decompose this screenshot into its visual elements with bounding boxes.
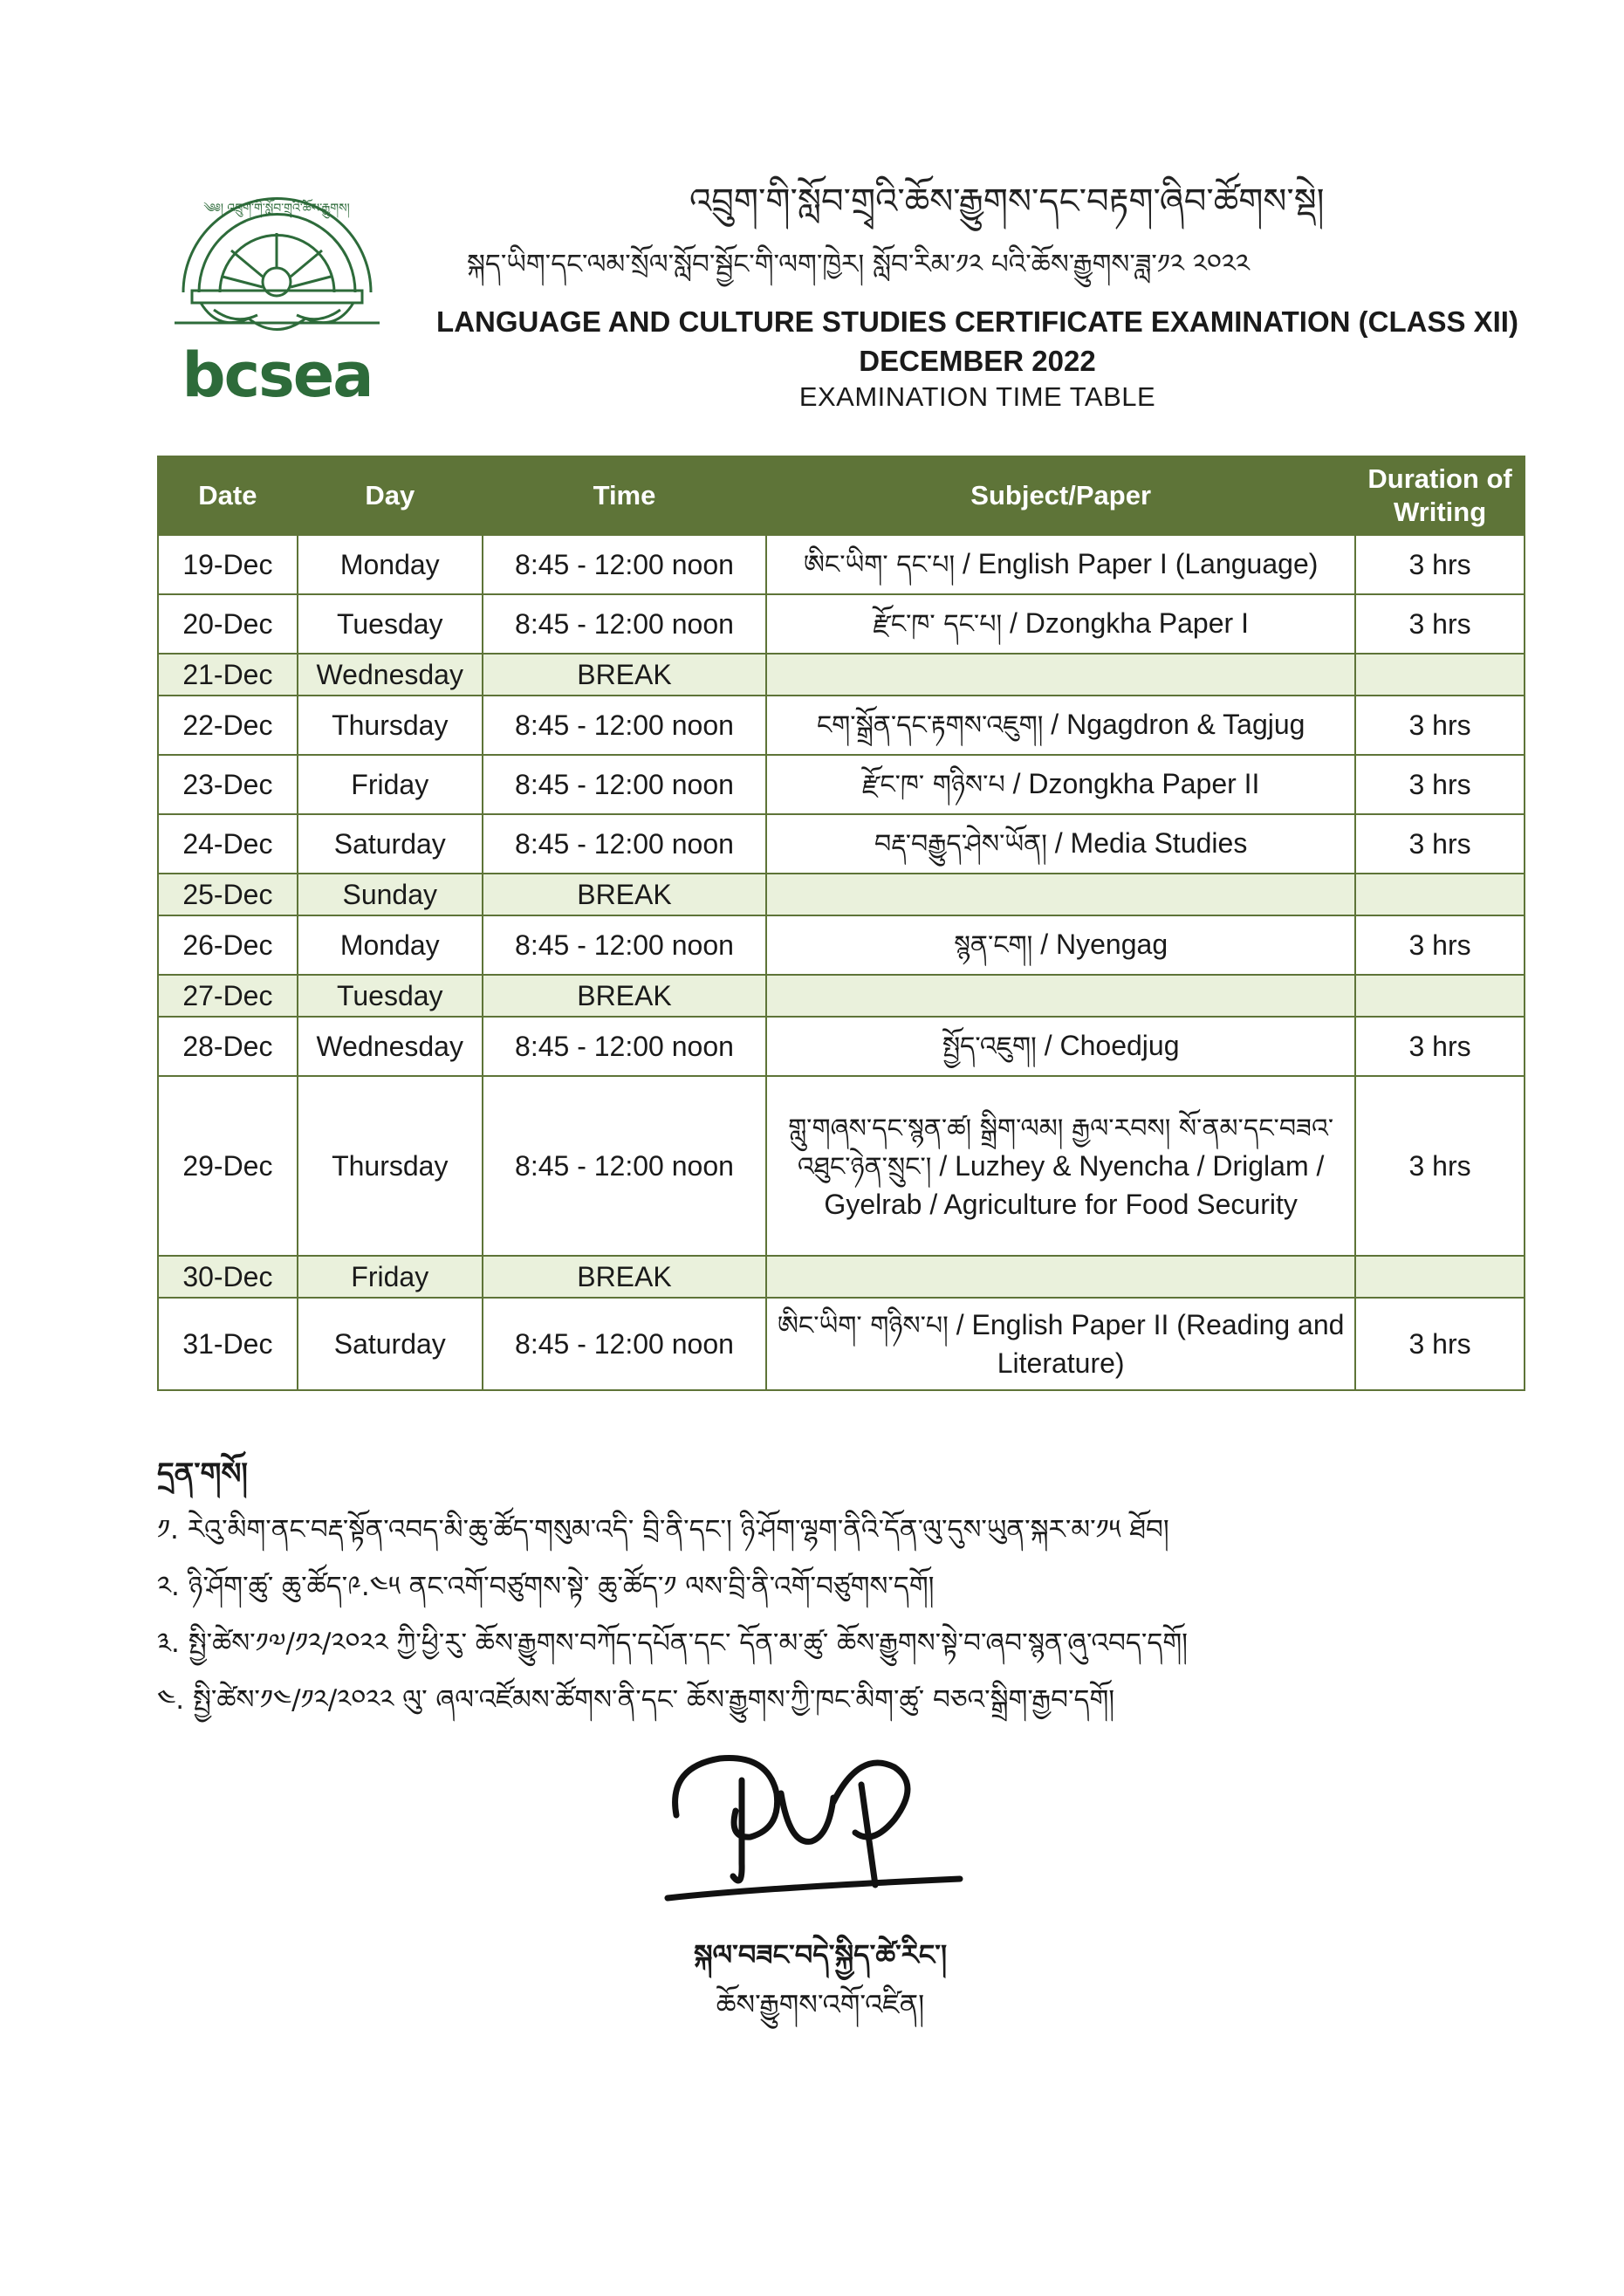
date-cell: 26-Dec <box>158 915 298 975</box>
duration-cell: 3 hrs <box>1355 1076 1525 1256</box>
subject-cell <box>766 654 1355 696</box>
exam-row <box>158 594 1525 654</box>
subject-english: Nyengag <box>1056 929 1168 960</box>
subject-english: Luzhey & Nyencha / Driglam / Gyelrab / Agriculture for Food Security <box>824 1150 1325 1220</box>
day-cell: Thursday <box>298 1076 483 1256</box>
subject-cell <box>766 1076 1355 1256</box>
date-cell: 23-Dec <box>158 755 298 814</box>
break-row <box>158 1256 1525 1298</box>
note-item: ༤. སྤྱི་ཚེས་༡༤/༡༢/༢༠༢༢ ལུ་ ཞལ་འཛོམས་ཚོགས་ནི་དང་ ཆོས་རྒྱུགས་ཀྱི་ཁང་མིག་ཚུ་ བཅའ་སྒྲིག་རྒྱབ་དགོ། <box>157 1684 1115 1716</box>
time-cell: 8:45 - 12:00 noon <box>483 1017 767 1076</box>
day-cell: Sunday <box>298 874 483 915</box>
separator: / <box>1036 1030 1060 1061</box>
subject-tibetan: རྫོང་ཁ་ གཉིས་པ <box>861 770 1005 800</box>
day-cell: Thursday <box>298 696 483 755</box>
duration-cell: 3 hrs <box>1355 915 1525 975</box>
time-cell: 8:45 - 12:00 noon <box>483 696 767 755</box>
date-cell: 29-Dec <box>158 1076 298 1256</box>
separator: / <box>948 1309 972 1340</box>
duration-cell: 3 hrs <box>1355 755 1525 814</box>
time-cell: 8:45 - 12:00 noon <box>483 814 767 874</box>
subject-tibetan: གླུ་གཞས་དང་སྙན་ཚ། སྒྲིག་ལམ། རྒྱལ་རབས། སོ་ནམ་དང་བཟའ་འཐུང་ཉེན་སྲུང་། <box>788 1114 1334 1182</box>
col-subject: Subject/Paper <box>766 456 1355 535</box>
day-cell: Saturday <box>298 814 483 874</box>
duration-cell <box>1355 1256 1525 1298</box>
subject-cell <box>766 1298 1355 1390</box>
duration-cell: 3 hrs <box>1355 535 1525 594</box>
logo-wordmark: bcsea <box>182 339 373 411</box>
subject-english: Ngagdron & Tagjug <box>1066 709 1305 740</box>
subject-cell <box>766 594 1355 654</box>
exam-row <box>158 1017 1525 1076</box>
subject-tibetan: ཨིང་ཡིག་ དང་པ། <box>803 550 956 580</box>
signatory-name: སྐལ་བཟང་བདེ་སྐྱིད་ཚེ་རིང་། <box>693 1938 948 1971</box>
col-date: Date <box>158 456 298 535</box>
notes-heading: དྲན་གསོ། <box>157 1456 248 1491</box>
subject-tibetan: ཨིང་ཡིག་ གཉིས་པ། <box>777 1311 949 1341</box>
separator: / <box>1043 709 1067 740</box>
tibetan-org-title: འབྲུག་གི་སློབ་གྲྭའི་ཆོས་རྒྱུགས་དང་བརྟག་ཞིབ་ཚོགས་སྡེ། <box>689 182 1325 222</box>
dharma-wheel-icon <box>166 179 388 353</box>
day-cell: Tuesday <box>298 594 483 654</box>
subject-tibetan: སྤྱོད་འཇུག། <box>942 1031 1037 1062</box>
time-cell: BREAK <box>483 874 767 915</box>
duration-cell: 3 hrs <box>1355 594 1525 654</box>
day-cell: Wednesday <box>298 654 483 696</box>
separator: / <box>1004 768 1029 799</box>
exam-timetable <box>157 456 1525 1391</box>
subject-tibetan: སྙན་ངག། <box>954 930 1033 961</box>
duration-cell: 3 hrs <box>1355 696 1525 755</box>
date-cell: 25-Dec <box>158 874 298 915</box>
separator: / <box>931 1150 956 1182</box>
subject-english: Dzongkha Paper I <box>1024 607 1249 639</box>
subject-cell <box>766 755 1355 814</box>
date-cell: 19-Dec <box>158 535 298 594</box>
exam-row <box>158 755 1525 814</box>
exam-title: LANGUAGE AND CULTURE STUDIES CERTIFICATE EXAMINATION (CLASS XII) <box>436 305 1518 338</box>
break-row <box>158 975 1525 1017</box>
table-header-row <box>158 456 1525 535</box>
separator: / <box>1002 607 1025 639</box>
col-day: Day <box>298 456 483 535</box>
time-cell: BREAK <box>483 975 767 1017</box>
day-cell: Monday <box>298 915 483 975</box>
subject-cell <box>766 975 1355 1017</box>
time-cell: 8:45 - 12:00 noon <box>483 1076 767 1256</box>
subject-cell <box>766 874 1355 915</box>
date-cell: 24-Dec <box>158 814 298 874</box>
time-cell: 8:45 - 12:00 noon <box>483 755 767 814</box>
time-cell: 8:45 - 12:00 noon <box>483 915 767 975</box>
duration-cell <box>1355 975 1525 1017</box>
subject-english: Media Studies <box>1070 827 1248 859</box>
time-cell: BREAK <box>483 1256 767 1298</box>
time-cell: 8:45 - 12:00 noon <box>483 1298 767 1390</box>
exam-row <box>158 915 1525 975</box>
col-time: Time <box>483 456 767 535</box>
subject-cell <box>766 915 1355 975</box>
note-item: ༢. ཉི་ཤོག་ཚུ་ ཆུ་ཚོད་༩.༤༥ ནང་འགོ་བཙུགས་སྟེ་ ཆུ་ཚོད་༡ ལས་བྲི་ནི་འགོ་བཙུགས་དགོ། <box>157 1571 935 1602</box>
subject-tibetan: ངག་སྒྲོན་དང་རྟགས་འཇུག། <box>816 710 1044 741</box>
day-cell: Wednesday <box>298 1017 483 1076</box>
logo-ring-text: ༄༅། འབྲུག་གི་སློབ་གྲྭའི་ཆོས་རྒྱུགས། <box>203 202 350 216</box>
table-body <box>158 535 1525 1390</box>
subject-english: English Paper II (Reading and Literature) <box>971 1309 1345 1379</box>
break-row <box>158 874 1525 915</box>
exam-month: DECEMBER 2022 <box>859 345 1096 377</box>
time-cell: BREAK <box>483 654 767 696</box>
subject-cell <box>766 814 1355 874</box>
timetable-label: EXAMINATION TIME TABLE <box>798 381 1156 412</box>
signature <box>659 1732 969 1916</box>
subject-cell <box>766 535 1355 594</box>
duration-cell: 3 hrs <box>1355 1017 1525 1076</box>
exam-row <box>158 1298 1525 1390</box>
signatory-title: ཆོས་རྒྱུགས་འགོ་འཛིན། <box>716 1988 925 2021</box>
day-cell: Monday <box>298 535 483 594</box>
day-cell: Friday <box>298 1256 483 1298</box>
separator: / <box>1032 929 1057 960</box>
subject-cell <box>766 696 1355 755</box>
separator: / <box>1046 827 1071 859</box>
day-cell: Tuesday <box>298 975 483 1017</box>
date-cell: 22-Dec <box>158 696 298 755</box>
duration-cell <box>1355 654 1525 696</box>
col-duration: Duration of Writing <box>1355 456 1525 535</box>
date-cell: 27-Dec <box>158 975 298 1017</box>
date-cell: 31-Dec <box>158 1298 298 1390</box>
date-cell: 30-Dec <box>158 1256 298 1298</box>
subject-tibetan: བརྡ་བརྒྱུད་ཤེས་ཡོན། <box>874 829 1047 860</box>
note-item: ༡. རེའུ་མིག་ནང་བརྡ་སྟོན་འབད་མི་ཆུ་ཚོད་གསུམ་འདི་ བྲི་ནི་དང་། ཉི་ཤོག་ལྷག་ནིའི་དོན་ལུ་དུས་ཡུན་སྐར་མ་༡༥ ཐོབ། <box>157 1514 1169 1546</box>
subject-cell <box>766 1017 1355 1076</box>
time-cell: 8:45 - 12:00 noon <box>483 535 767 594</box>
subject-english: Choedjug <box>1059 1030 1180 1061</box>
separator: / <box>955 548 978 579</box>
note-item: ༣. སྤྱི་ཚེས་༡༧/༡༢/༢༠༢༢ ཀྱི་ཕྱི་རུ་ ཆོས་རྒྱུགས་བཀོད་དཔོན་དང་ དོན་མ་ཚུ་ ཆོས་རྒྱུགས་སྟེ་བ་ཞབ་སྙན་ཞུ་འབད་དགོ། <box>157 1628 1189 1659</box>
subject-english: Dzongkha Paper II <box>1028 768 1260 799</box>
subject-english: English Paper I (Language) <box>977 548 1319 579</box>
duration-cell: 3 hrs <box>1355 814 1525 874</box>
day-cell: Saturday <box>298 1298 483 1390</box>
exam-row <box>158 696 1525 755</box>
duration-cell <box>1355 874 1525 915</box>
date-cell: 20-Dec <box>158 594 298 654</box>
exam-row <box>158 814 1525 874</box>
subject-tibetan: རྫོང་ཁ་ དང་པ། <box>873 609 1003 640</box>
subject-cell <box>766 1256 1355 1298</box>
time-cell: 8:45 - 12:00 noon <box>483 594 767 654</box>
duration-cell: 3 hrs <box>1355 1298 1525 1390</box>
exam-row <box>158 535 1525 594</box>
bcsea-logo <box>166 179 388 411</box>
day-cell: Friday <box>298 755 483 814</box>
exam-row <box>158 1076 1525 1256</box>
date-cell: 28-Dec <box>158 1017 298 1076</box>
break-row <box>158 654 1525 696</box>
tibetan-exam-title: སྐད་ཡིག་དང་ལམ་སྲོལ་སློབ་སྦྱོང་གི་ལག་ཁྱེར། སློབ་རིམ་༡༢ པའི་ཆོས་རྒྱུགས་ཟླ་༡༢ ༢༠༢༢ <box>467 249 1251 280</box>
date-cell: 21-Dec <box>158 654 298 696</box>
